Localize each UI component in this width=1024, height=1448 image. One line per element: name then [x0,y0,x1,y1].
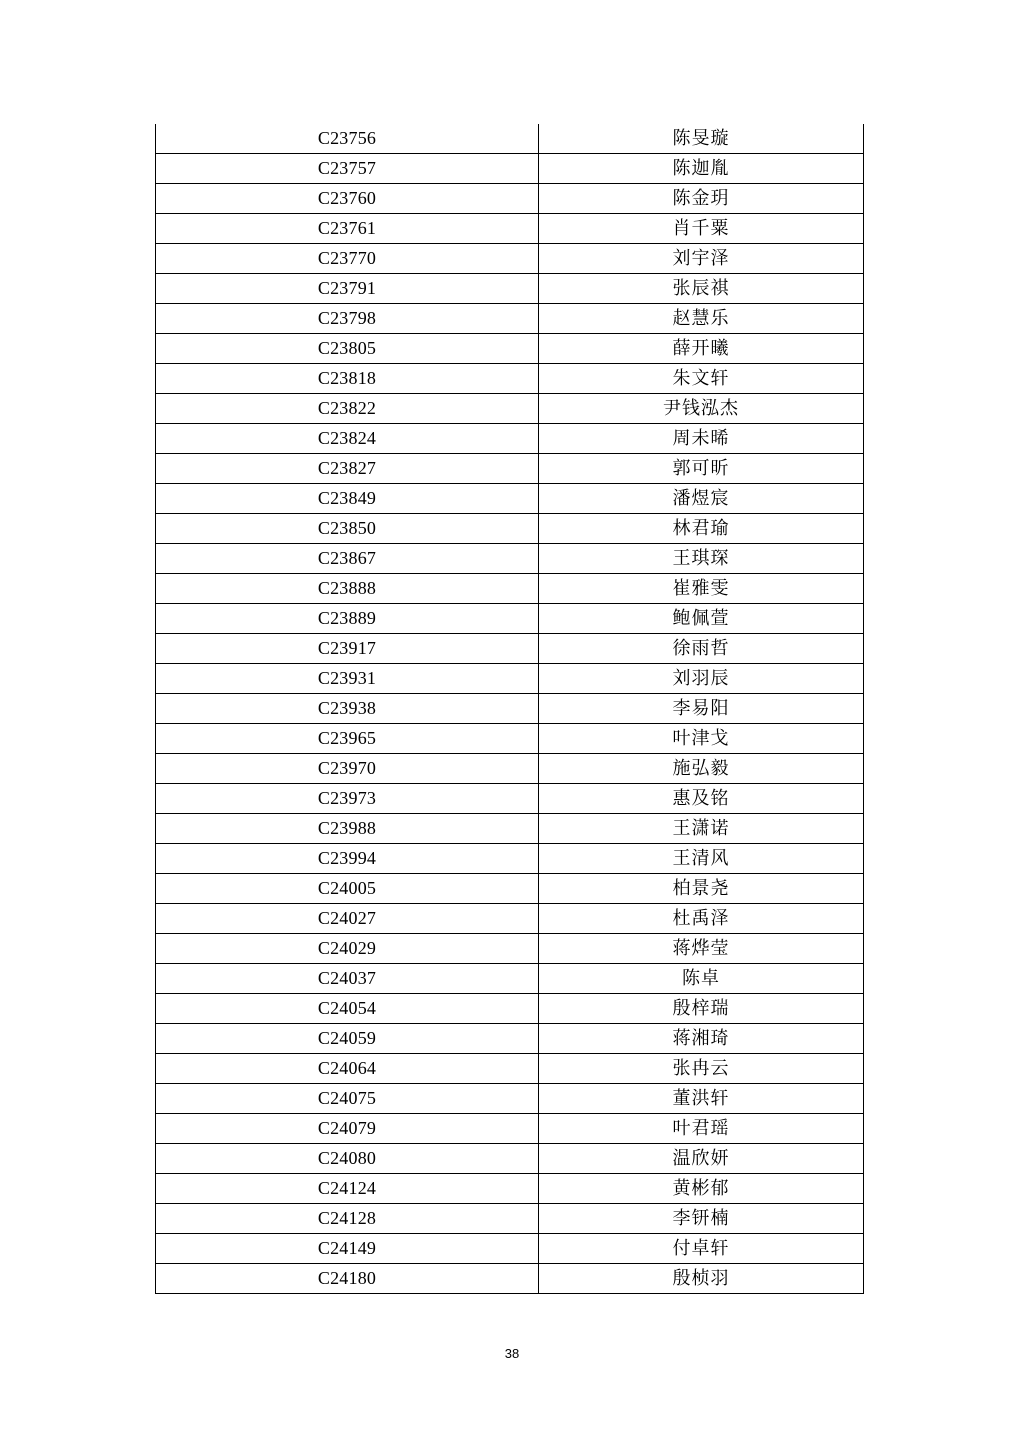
student-id-cell: C24037 [156,964,539,994]
student-name-cell: 惠及铭 [539,784,864,814]
student-id-cell: C23888 [156,574,539,604]
student-name-cell: 陈迦胤 [539,154,864,184]
table-row [156,1054,864,1084]
table-row [156,604,864,634]
table-row [156,634,864,664]
student-name-cell: 陈金玥 [539,184,864,214]
student-id-cell: C23850 [156,514,539,544]
table-row [156,184,864,214]
student-id-cell: C23760 [156,184,539,214]
student-name-cell: 施弘毅 [539,754,864,784]
student-id-cell: C23994 [156,844,539,874]
student-name-cell: 叶君瑶 [539,1114,864,1144]
student-name-cell: 王琪琛 [539,544,864,574]
student-id-cell: C24027 [156,904,539,934]
student-name-cell: 温欣妍 [539,1144,864,1174]
student-id-cell: C24080 [156,1144,539,1174]
table-row [156,964,864,994]
table-row [156,574,864,604]
student-id-cell: C23973 [156,784,539,814]
table-row [156,1024,864,1054]
student-name-cell: 李易阳 [539,694,864,724]
table-row [156,934,864,964]
student-name-cell: 李钘楠 [539,1204,864,1234]
table-row [156,1174,864,1204]
student-id-cell: C24029 [156,934,539,964]
student-name-cell: 朱文轩 [539,364,864,394]
table-row [156,544,864,574]
table-row [156,154,864,184]
student-id-cell: C23988 [156,814,539,844]
table-row [156,334,864,364]
table-row [156,394,864,424]
student-name-cell: 肖千粟 [539,214,864,244]
student-name-cell: 张冉云 [539,1054,864,1084]
student-id-cell: C23931 [156,664,539,694]
student-name-cell: 薛开曦 [539,334,864,364]
table-row [156,1204,864,1234]
student-id-cell: C23938 [156,694,539,724]
student-name-cell: 郭可昕 [539,454,864,484]
table-row [156,844,864,874]
page-number: 38 [504,1346,520,1361]
student-name-cell: 刘宇泽 [539,244,864,274]
student-name-cell: 付卓轩 [539,1234,864,1264]
table-row [156,1264,864,1294]
student-id-cell: C23805 [156,334,539,364]
student-id-cell: C24124 [156,1174,539,1204]
table-row [156,514,864,544]
roster-table-container [155,124,863,1294]
table-row [156,214,864,244]
student-id-cell: C23756 [156,124,539,154]
student-id-cell: C23791 [156,274,539,304]
student-name-cell: 殷梓瑞 [539,994,864,1024]
student-name-cell: 刘羽辰 [539,664,864,694]
student-id-cell: C23849 [156,484,539,514]
student-id-cell: C23770 [156,244,539,274]
student-id-cell: C23757 [156,154,539,184]
table-row [156,274,864,304]
table-row [156,874,864,904]
student-id-cell: C24054 [156,994,539,1024]
table-row [156,364,864,394]
student-id-cell: C23970 [156,754,539,784]
student-id-cell: C23867 [156,544,539,574]
student-name-cell: 杜禹泽 [539,904,864,934]
student-name-cell: 崔雅雯 [539,574,864,604]
student-id-cell: C24005 [156,874,539,904]
student-id-cell: C24059 [156,1024,539,1054]
table-row [156,424,864,454]
student-id-cell: C23822 [156,394,539,424]
student-name-cell: 黄彬郁 [539,1174,864,1204]
student-name-cell: 徐雨哲 [539,634,864,664]
table-row [156,1234,864,1264]
student-name-cell: 王潇诺 [539,814,864,844]
student-id-cell: C23827 [156,454,539,484]
student-name-cell: 柏景尧 [539,874,864,904]
student-id-cell: C23824 [156,424,539,454]
table-row [156,484,864,514]
student-name-cell: 叶津戈 [539,724,864,754]
student-name-cell: 潘煜宸 [539,484,864,514]
table-row [156,694,864,724]
table-row [156,784,864,814]
student-name-cell: 林君瑜 [539,514,864,544]
student-id-cell: C24128 [156,1204,539,1234]
student-name-cell: 周未晞 [539,424,864,454]
table-row [156,124,864,154]
table-row [156,1084,864,1114]
student-name-cell: 蒋湘琦 [539,1024,864,1054]
table-row [156,904,864,934]
student-name-cell: 尹钱泓杰 [539,394,864,424]
table-row [156,304,864,334]
student-name-cell: 张辰祺 [539,274,864,304]
student-id-cell: C24064 [156,1054,539,1084]
table-row [156,724,864,754]
student-name-cell: 鲍佩萱 [539,604,864,634]
student-name-cell: 赵慧乐 [539,304,864,334]
student-name-cell: 王清风 [539,844,864,874]
table-row [156,1114,864,1144]
table-row [156,754,864,784]
student-id-cell: C23917 [156,634,539,664]
student-name-cell: 蒋烨莹 [539,934,864,964]
student-id-cell: C23889 [156,604,539,634]
student-id-cell: C24075 [156,1084,539,1114]
student-name-cell: 董洪轩 [539,1084,864,1114]
table-row [156,994,864,1024]
table-row [156,1144,864,1174]
student-id-cell: C24180 [156,1264,539,1294]
student-name-cell: 殷桢羽 [539,1264,864,1294]
student-id-cell: C23818 [156,364,539,394]
table-row [156,664,864,694]
student-name-cell: 陈旻璇 [539,124,864,154]
student-id-cell: C24079 [156,1114,539,1144]
roster-table-body [156,124,864,1294]
student-id-cell: C23798 [156,304,539,334]
student-id-cell: C23965 [156,724,539,754]
table-row [156,244,864,274]
student-name-cell: 陈卓 [539,964,864,994]
roster-table [155,124,864,1294]
student-id-cell: C24149 [156,1234,539,1264]
student-id-cell: C23761 [156,214,539,244]
table-row [156,814,864,844]
table-row [156,454,864,484]
